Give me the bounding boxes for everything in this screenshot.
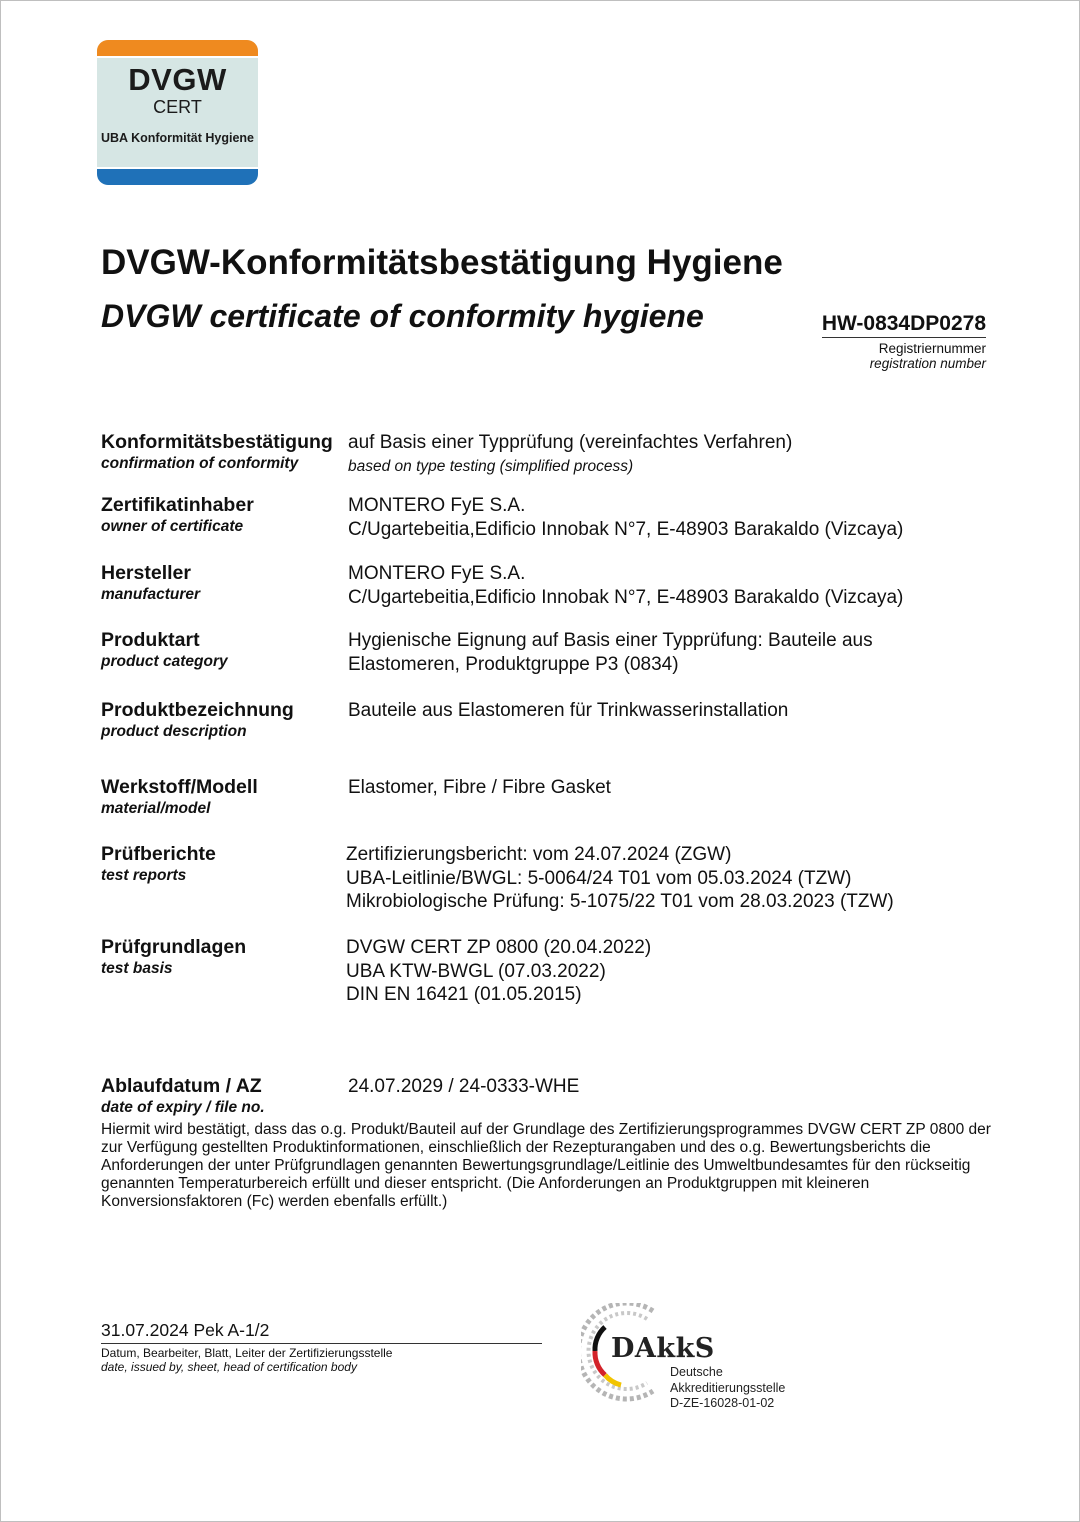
field-value: DVGW CERT ZP 0800 (20.04.2022) UBA KTW-BWGL (07.03.2022) DIN EN 16421 (01.05.2015) — [346, 937, 652, 1005]
signature-block — [101, 1320, 542, 1374]
logo-cert: CERT — [153, 97, 202, 117]
logo-blue-bar — [97, 169, 258, 185]
field-value: Zertifizierungsbericht: vom 24.07.2024 (ZGW) UBA-Leitlinie/BWGL: 5-0064/24 T01 vom 05.03.2024 (TZW) Mikrobiologische Prüfung: 5-1075/22 T01 vom 28.03.2023 (TZW) — [346, 844, 894, 912]
conformity-statement: Hiermit wird bestätigt, dass das o.g. Produkt/Bauteil auf der Grundlage des Zertifizierungsprogrammes DVGW CERT ZP 0800 der zur Verfügung gestellten Produktinformationen, einschließlich der Rezepturangaben und des o.g. Bewertungsberichts die Anforderungen der unter Prüfgrundlagen genannten Bewertungsgrundlage/Leitlinie des Umweltbundesamtes für den rückseitig genannten Temperaturbereich erfüllt und dieser entspricht. (Die Anforderungen an Produktgruppen mit kleineren Konversionsfaktoren (Fc) werden ebenfalls erfüllt.) — [101, 1121, 991, 1210]
signature-label-en: date, issued by, sheet, head of certification body — [101, 1360, 357, 1374]
logo-subtitle: UBA Konformität Hygiene — [100, 131, 254, 145]
field-label-en: test basis — [101, 960, 173, 977]
field-label-en: owner of certificate — [101, 518, 244, 535]
field-label-en: product description — [101, 723, 247, 740]
field-value: MONTERO FyE S.A. C/Ugartebeitia,Edificio Innobak N°7, E-48903 Barakaldo (Vizcaya) — [348, 563, 904, 608]
field-label-en: product category — [101, 653, 228, 670]
field-value: MONTERO FyE S.A. C/Ugartebeitia,Edificio Innobak N°7, E-48903 Barakaldo (Vizcaya) — [348, 495, 904, 540]
logo-orange-bar — [97, 40, 258, 56]
field-label-de: Prüfberichte — [101, 843, 216, 865]
dakks-line-2: Akkreditierungsstelle — [670, 1381, 786, 1395]
logo-brand: DVGW — [128, 62, 227, 97]
title-english: DVGW certificate of conformity hygiene — [101, 298, 704, 334]
field-label-de: Werkstoff/Modell — [101, 776, 258, 798]
registration-label-de: Registriernummer — [878, 341, 986, 356]
field-label-de: Produktart — [101, 629, 200, 651]
title-german: DVGW-Konformitätsbestätigung Hygiene — [101, 243, 783, 282]
dakks-line-3: D-ZE-16028-01-02 — [670, 1396, 775, 1410]
field-label-de: Prüfgrundlagen — [101, 936, 247, 958]
field-label-de: Konformitätsbestätigung — [101, 431, 333, 453]
field-label-en: material/model — [101, 800, 211, 817]
field-value: auf Basis einer Typprüfung (vereinfachtes Verfahren) based on type testing (simplified process) — [348, 432, 793, 475]
registration-label-en: registration number — [869, 356, 986, 371]
field-value: Hygienische Eignung auf Basis einer Typprüfung: Bauteile aus Elastomeren, Produktgruppe P3 (0834) — [348, 630, 873, 675]
signature-date-line: 31.07.2024 Pek A-1/2 — [101, 1320, 542, 1344]
signature-label-de: Datum, Bearbeiter, Blatt, Leiter der Zertifizierungsstelle — [101, 1346, 393, 1360]
field-value: Bauteile aus Elastomeren für Trinkwasserinstallation — [348, 700, 789, 721]
registration-number: HW-0834DP0278 — [822, 312, 986, 338]
field-value: Elastomer, Fibre / Fibre Gasket — [348, 777, 611, 798]
dvgw-cert-logo — [97, 40, 258, 185]
field-label-de: Ablaufdatum / AZ — [101, 1075, 262, 1097]
registration-block — [822, 312, 986, 371]
field-label-en: test reports — [101, 867, 187, 884]
field-label-de: Hersteller — [101, 562, 191, 584]
field-value: 24.07.2029 / 24-0333-WHE — [348, 1076, 580, 1097]
field-label-en: confirmation of conformity — [101, 455, 299, 472]
field-label-en: manufacturer — [101, 586, 201, 603]
field-label-de: Zertifikatinhaber — [101, 494, 254, 516]
dakks-line-1: Deutsche — [670, 1365, 723, 1379]
field-label-en: date of expiry / file no. — [101, 1099, 265, 1116]
field-label-de: Produktbezeichnung — [101, 699, 294, 721]
dakks-name: DAkkS — [611, 1333, 715, 1364]
dakks-accreditation-mark — [581, 1303, 821, 1413]
